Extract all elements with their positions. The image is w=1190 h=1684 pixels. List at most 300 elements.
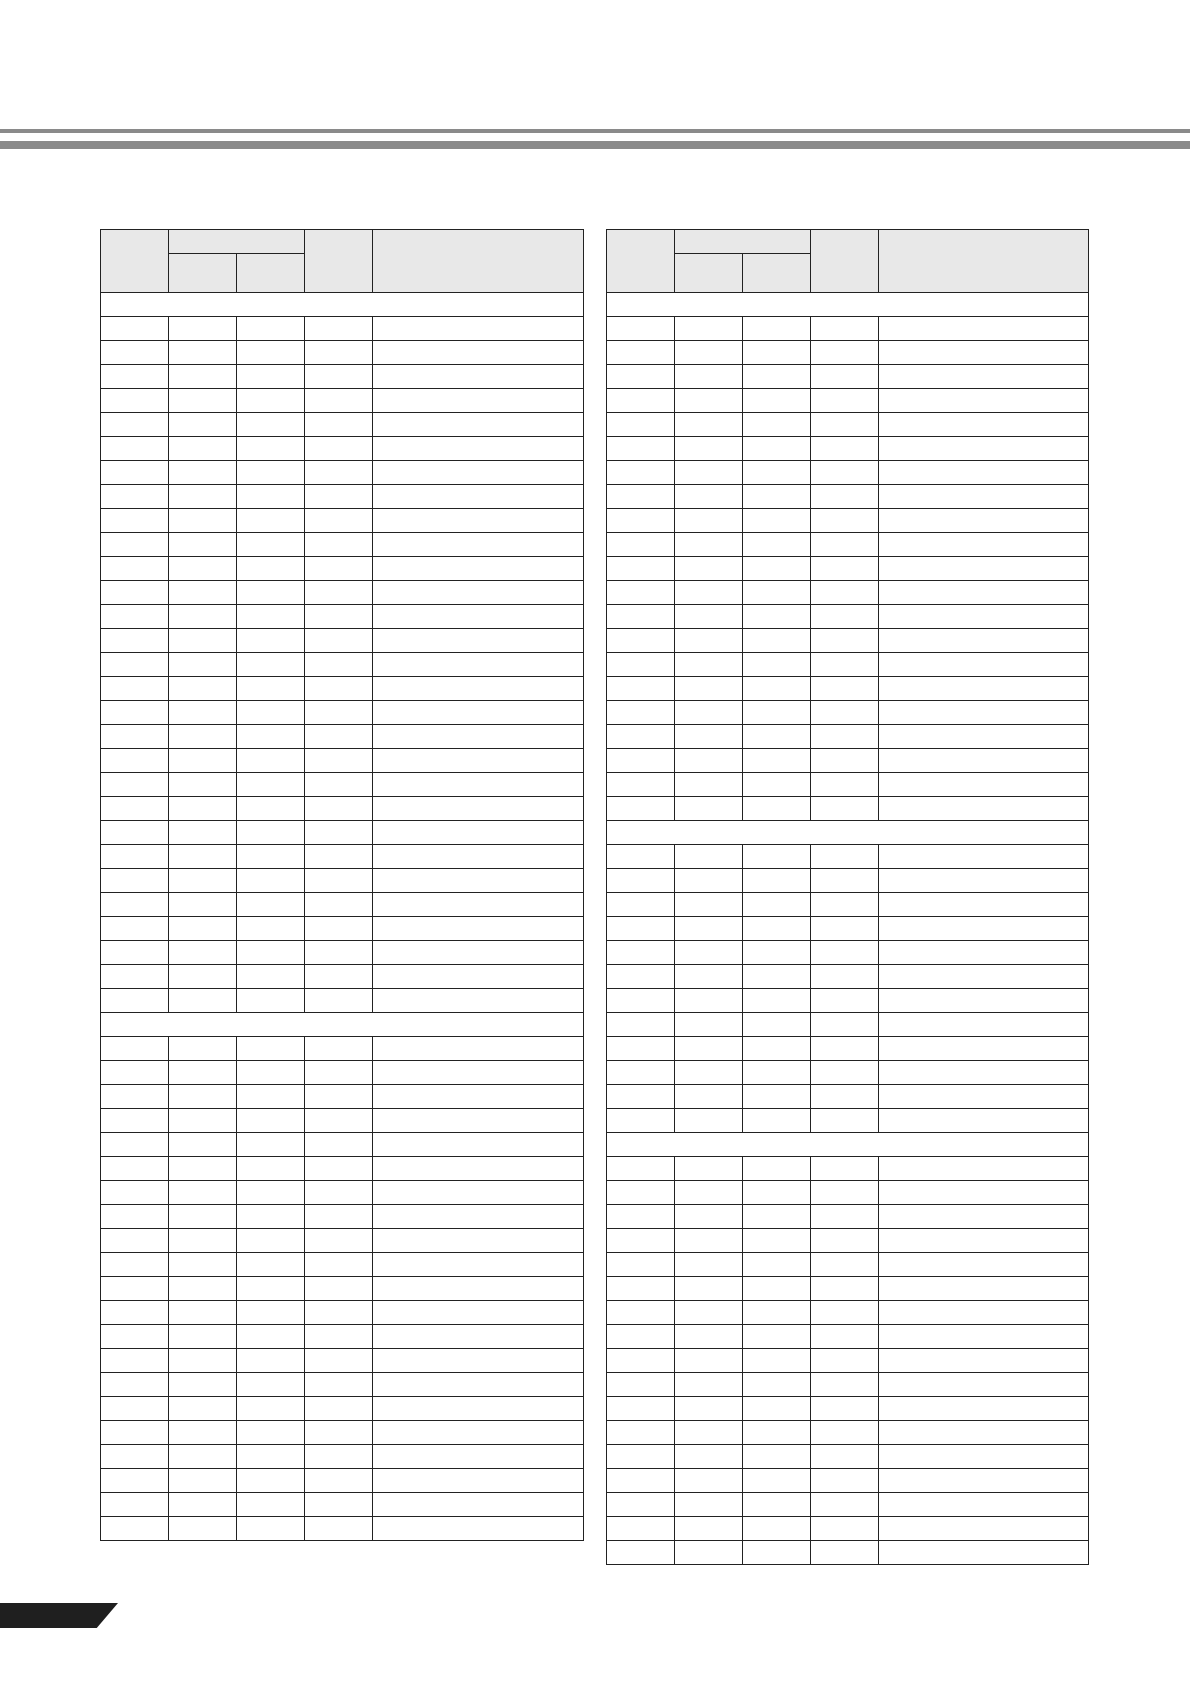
right-cell — [743, 1373, 811, 1397]
left-cell — [373, 773, 584, 797]
left-cell — [373, 869, 584, 893]
right-cell — [879, 797, 1089, 821]
left-cell — [169, 1253, 237, 1277]
right-cell — [811, 845, 879, 869]
right-cell — [607, 845, 675, 869]
left-cell — [237, 1253, 305, 1277]
left-cell — [373, 581, 584, 605]
right-table-row — [607, 869, 1089, 893]
right-cell — [607, 605, 675, 629]
left-table-row — [101, 461, 584, 485]
left-cell — [373, 749, 584, 773]
right-cell — [743, 1253, 811, 1277]
right-cell — [879, 1037, 1089, 1061]
left-table-row — [101, 1493, 584, 1517]
right-cell — [607, 701, 675, 725]
right-cell — [743, 869, 811, 893]
left-cell — [169, 1469, 237, 1493]
left-table-row — [101, 1517, 584, 1541]
left-cell — [373, 509, 584, 533]
left-cell — [305, 1157, 373, 1181]
left-cell — [237, 1325, 305, 1349]
left-cell — [169, 1133, 237, 1157]
left-table-row — [101, 1469, 584, 1493]
left-cell — [101, 1373, 169, 1397]
right-cell — [607, 413, 675, 437]
left-cell — [237, 1133, 305, 1157]
right-cell — [607, 1349, 675, 1373]
right-cell — [811, 1325, 879, 1349]
left-cell — [373, 413, 584, 437]
right-cell — [879, 365, 1089, 389]
left-cell — [373, 677, 584, 701]
left-cell — [169, 437, 237, 461]
right-table-row — [607, 1421, 1089, 1445]
left-cell — [101, 605, 169, 629]
left-cell — [305, 725, 373, 749]
left-cell — [169, 1397, 237, 1421]
right-cell — [675, 773, 743, 797]
right-cell — [607, 725, 675, 749]
right-cell — [879, 701, 1089, 725]
right-cell — [607, 341, 675, 365]
right-cell — [743, 917, 811, 941]
right-cell — [675, 509, 743, 533]
left-cell — [305, 581, 373, 605]
left-cell — [373, 1229, 584, 1253]
right-cell — [811, 1397, 879, 1421]
left-cell — [101, 1397, 169, 1421]
left-cell — [373, 389, 584, 413]
right-cell — [675, 797, 743, 821]
left-cell — [101, 1229, 169, 1253]
left-cell — [101, 413, 169, 437]
left-cell — [169, 509, 237, 533]
right-cell — [811, 989, 879, 1013]
right-cell — [743, 893, 811, 917]
left-cell — [305, 965, 373, 989]
left-cell — [237, 701, 305, 725]
page-number-tab — [0, 1603, 118, 1628]
left-data-table — [100, 229, 584, 1541]
right-cell — [675, 1373, 743, 1397]
right-cell — [607, 965, 675, 989]
left-cell — [373, 1133, 584, 1157]
left-cell — [305, 989, 373, 1013]
right-data-table — [606, 229, 1089, 1565]
left-cell — [305, 1061, 373, 1085]
right-table-row — [607, 437, 1089, 461]
right-cell — [675, 605, 743, 629]
left-cell — [101, 1421, 169, 1445]
left-table-row — [101, 965, 584, 989]
left-cell — [305, 1349, 373, 1373]
left-cell — [101, 1277, 169, 1301]
left-cell — [373, 437, 584, 461]
right-cell — [879, 1397, 1089, 1421]
right-cell — [675, 1253, 743, 1277]
left-cell — [169, 845, 237, 869]
right-table-row — [607, 1229, 1089, 1253]
right-cell — [879, 1205, 1089, 1229]
left-cell — [169, 1349, 237, 1373]
right-cell — [879, 341, 1089, 365]
left-cell — [373, 725, 584, 749]
right-cell — [811, 605, 879, 629]
left-header-cell — [101, 230, 169, 293]
left-cell — [237, 341, 305, 365]
right-cell — [675, 1421, 743, 1445]
left-cell — [305, 461, 373, 485]
left-table-row — [101, 1085, 584, 1109]
left-cell — [169, 1373, 237, 1397]
right-cell — [675, 629, 743, 653]
right-cell — [811, 941, 879, 965]
right-table-row — [607, 1181, 1089, 1205]
left-cell — [305, 1229, 373, 1253]
left-cell — [237, 941, 305, 965]
left-table-row — [101, 1109, 584, 1133]
right-cell — [607, 917, 675, 941]
right-cell — [811, 533, 879, 557]
right-cell — [811, 1301, 879, 1325]
left-cell — [169, 653, 237, 677]
right-cell — [675, 485, 743, 509]
right-cell — [879, 581, 1089, 605]
right-cell — [743, 1061, 811, 1085]
right-cell — [743, 509, 811, 533]
right-cell — [675, 461, 743, 485]
right-cell — [675, 581, 743, 605]
left-cell — [305, 1181, 373, 1205]
left-cell — [237, 1301, 305, 1325]
right-table-row — [607, 893, 1089, 917]
left-cell — [373, 1469, 584, 1493]
right-cell — [743, 1301, 811, 1325]
left-cell — [101, 725, 169, 749]
right-cell — [879, 1301, 1089, 1325]
left-cell — [305, 1253, 373, 1277]
right-cell — [811, 773, 879, 797]
right-table-row — [607, 1373, 1089, 1397]
right-cell — [879, 725, 1089, 749]
left-cell — [237, 1373, 305, 1397]
left-cell — [237, 1205, 305, 1229]
right-cell — [743, 1229, 811, 1253]
right-cell — [879, 1277, 1089, 1301]
left-cell — [169, 701, 237, 725]
left-cell — [305, 341, 373, 365]
right-cell — [879, 893, 1089, 917]
right-cell — [607, 893, 675, 917]
right-table-row — [607, 581, 1089, 605]
right-cell — [607, 1229, 675, 1253]
left-cell — [101, 1061, 169, 1085]
left-cell — [305, 485, 373, 509]
left-section-row — [101, 1013, 584, 1037]
left-cell — [101, 509, 169, 533]
left-cell — [169, 1061, 237, 1085]
right-cell — [811, 1349, 879, 1373]
left-cell — [237, 509, 305, 533]
left-cell — [305, 869, 373, 893]
left-cell — [169, 1517, 237, 1541]
left-cell — [101, 941, 169, 965]
left-cell — [305, 917, 373, 941]
right-cell — [879, 1469, 1089, 1493]
right-table-row — [607, 461, 1089, 485]
right-cell — [879, 485, 1089, 509]
left-cell — [373, 1349, 584, 1373]
right-table-row — [607, 413, 1089, 437]
left-subheader-cell — [237, 254, 305, 293]
left-cell — [169, 365, 237, 389]
right-cell — [743, 677, 811, 701]
left-cell — [237, 773, 305, 797]
right-cell — [607, 485, 675, 509]
left-table-row — [101, 365, 584, 389]
left-cell — [101, 677, 169, 701]
left-cell — [305, 413, 373, 437]
left-cell — [237, 581, 305, 605]
left-table-row — [101, 1157, 584, 1181]
left-cell — [101, 389, 169, 413]
right-cell — [675, 1445, 743, 1469]
left-table-row — [101, 341, 584, 365]
left-table-row — [101, 869, 584, 893]
right-cell — [675, 845, 743, 869]
left-subheader-cell — [169, 254, 237, 293]
left-cell — [305, 605, 373, 629]
right-cell — [879, 1085, 1089, 1109]
right-cell — [811, 797, 879, 821]
left-cell — [101, 917, 169, 941]
left-cell — [169, 1301, 237, 1325]
left-table-row — [101, 917, 584, 941]
left-cell — [305, 677, 373, 701]
left-cell — [169, 965, 237, 989]
left-cell — [101, 989, 169, 1013]
left-cell — [305, 941, 373, 965]
right-table-row — [607, 797, 1089, 821]
right-cell — [743, 1541, 811, 1565]
left-cell — [101, 1349, 169, 1373]
right-cell — [743, 941, 811, 965]
left-table-row — [101, 797, 584, 821]
right-cell — [879, 965, 1089, 989]
left-cell — [305, 365, 373, 389]
right-cell — [607, 1445, 675, 1469]
right-cell — [675, 413, 743, 437]
left-cell — [237, 317, 305, 341]
right-table-row — [607, 1037, 1089, 1061]
right-table-row — [607, 557, 1089, 581]
right-cell — [675, 1349, 743, 1373]
left-cell — [237, 653, 305, 677]
right-table-row — [607, 941, 1089, 965]
left-section-label — [101, 1013, 584, 1037]
left-cell — [237, 677, 305, 701]
left-cell — [237, 917, 305, 941]
right-cell — [743, 341, 811, 365]
left-cell — [169, 1325, 237, 1349]
right-cell — [811, 485, 879, 509]
left-cell — [237, 989, 305, 1013]
left-table-row — [101, 845, 584, 869]
left-section-label — [101, 293, 584, 317]
left-cell — [101, 437, 169, 461]
right-cell — [811, 893, 879, 917]
left-table-row — [101, 437, 584, 461]
right-cell — [675, 437, 743, 461]
left-cell — [101, 1301, 169, 1325]
right-cell — [879, 845, 1089, 869]
right-cell — [607, 557, 675, 581]
right-cell — [607, 533, 675, 557]
right-cell — [607, 1421, 675, 1445]
left-cell — [101, 317, 169, 341]
left-cell — [305, 389, 373, 413]
right-cell — [879, 461, 1089, 485]
left-header-cell — [305, 230, 373, 293]
right-cell — [811, 869, 879, 893]
right-cell — [879, 413, 1089, 437]
right-table-row — [607, 1445, 1089, 1469]
left-cell — [237, 413, 305, 437]
right-cell — [811, 629, 879, 653]
right-cell — [811, 1253, 879, 1277]
left-table-row — [101, 389, 584, 413]
left-header-group-cell — [169, 230, 305, 254]
left-cell — [237, 629, 305, 653]
left-cell — [373, 1325, 584, 1349]
right-table-row — [607, 629, 1089, 653]
left-cell — [305, 1301, 373, 1325]
right-cell — [675, 1157, 743, 1181]
left-table-row — [101, 1205, 584, 1229]
left-cell — [373, 533, 584, 557]
right-cell — [743, 1349, 811, 1373]
right-cell — [811, 581, 879, 605]
right-cell — [811, 653, 879, 677]
left-table-row — [101, 1325, 584, 1349]
left-cell — [169, 989, 237, 1013]
right-table-row — [607, 1301, 1089, 1325]
right-cell — [743, 557, 811, 581]
left-cell — [373, 1517, 584, 1541]
left-cell — [373, 557, 584, 581]
right-cell — [675, 1061, 743, 1085]
right-cell — [607, 1301, 675, 1325]
left-cell — [101, 1109, 169, 1133]
left-cell — [373, 821, 584, 845]
left-cell — [237, 1037, 305, 1061]
right-cell — [675, 653, 743, 677]
left-cell — [373, 1493, 584, 1517]
left-table-row — [101, 941, 584, 965]
right-cell — [675, 725, 743, 749]
right-cell — [675, 677, 743, 701]
right-cell — [811, 365, 879, 389]
right-table-row — [607, 749, 1089, 773]
right-subheader-cell — [675, 254, 743, 293]
left-cell — [373, 1445, 584, 1469]
left-cell — [101, 845, 169, 869]
left-cell — [169, 461, 237, 485]
right-cell — [743, 629, 811, 653]
right-cell — [811, 1109, 879, 1133]
right-cell — [743, 1037, 811, 1061]
right-cell — [879, 1517, 1089, 1541]
right-cell — [879, 629, 1089, 653]
left-cell — [305, 1085, 373, 1109]
right-header-cell — [811, 230, 879, 293]
left-cell — [101, 869, 169, 893]
right-cell — [607, 461, 675, 485]
right-cell — [743, 1469, 811, 1493]
right-section-label — [607, 1133, 1089, 1157]
right-cell — [675, 317, 743, 341]
right-cell — [607, 1277, 675, 1301]
right-table-row — [607, 1253, 1089, 1277]
right-cell — [811, 917, 879, 941]
left-cell — [237, 1421, 305, 1445]
left-cell — [237, 1349, 305, 1373]
left-cell — [237, 1469, 305, 1493]
left-table-row — [101, 605, 584, 629]
right-table-row — [607, 485, 1089, 509]
left-cell — [101, 629, 169, 653]
right-cell — [811, 677, 879, 701]
right-cell — [879, 1325, 1089, 1349]
right-cell — [811, 1229, 879, 1253]
right-cell — [675, 1301, 743, 1325]
left-cell — [237, 1517, 305, 1541]
right-cell — [811, 461, 879, 485]
left-cell — [101, 485, 169, 509]
left-cell — [169, 413, 237, 437]
right-cell — [811, 437, 879, 461]
right-cell — [743, 989, 811, 1013]
right-cell — [675, 893, 743, 917]
left-cell — [237, 1085, 305, 1109]
right-cell — [607, 389, 675, 413]
right-cell — [811, 1013, 879, 1037]
left-cell — [373, 893, 584, 917]
right-cell — [675, 1493, 743, 1517]
left-cell — [237, 1445, 305, 1469]
right-table-row — [607, 1517, 1089, 1541]
left-cell — [305, 1133, 373, 1157]
right-cell — [811, 1157, 879, 1181]
right-table-row — [607, 341, 1089, 365]
left-table-row — [101, 1349, 584, 1373]
left-cell — [237, 893, 305, 917]
right-table-row — [607, 1541, 1089, 1565]
left-cell — [305, 1373, 373, 1397]
left-table-row — [101, 1421, 584, 1445]
right-cell — [743, 581, 811, 605]
right-cell — [675, 1541, 743, 1565]
right-cell — [675, 701, 743, 725]
left-cell — [101, 773, 169, 797]
right-cell — [675, 1205, 743, 1229]
left-cell — [305, 557, 373, 581]
left-table-row — [101, 725, 584, 749]
left-table-row — [101, 701, 584, 725]
right-cell — [743, 965, 811, 989]
right-cell — [743, 749, 811, 773]
